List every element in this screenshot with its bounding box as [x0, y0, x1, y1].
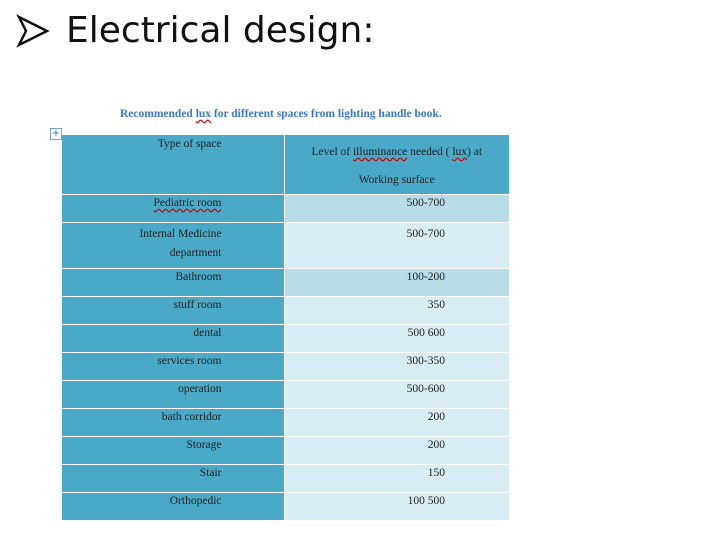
- table-row: [62, 297, 509, 325]
- space-name: services room: [62, 353, 284, 381]
- table-header-row: [62, 135, 509, 195]
- table-move-handle-icon[interactable]: +: [51, 128, 61, 139]
- space-name: Pediatric room: [153, 197, 222, 209]
- header-illuminance-level: Level of illuminance needed ( lux) at Working surface: [284, 135, 509, 195]
- space-name: Orthopedic: [62, 493, 284, 521]
- lux-value: 100 500: [284, 493, 509, 521]
- space-name: Stair: [62, 465, 284, 493]
- space-name: Storage: [62, 437, 284, 465]
- lux-value: 350: [284, 297, 509, 325]
- table-row: [62, 353, 509, 381]
- table-caption: Recommended lux for different spaces from lighting handle book.: [120, 108, 442, 120]
- space-name: bath corridor: [62, 409, 284, 437]
- table-row: [62, 493, 509, 521]
- table-row: [62, 195, 509, 223]
- space-name: operation: [62, 381, 284, 409]
- space-name: Internal Medicine department: [62, 223, 284, 269]
- lux-value: 100-200: [284, 269, 509, 297]
- table-row: [62, 409, 509, 437]
- lux-value: 500 600: [284, 325, 509, 353]
- table-row: [62, 223, 509, 269]
- arrow-bullet-icon: [16, 14, 50, 48]
- space-name: dental: [62, 325, 284, 353]
- table-row: [62, 381, 509, 409]
- lux-value: 500-700: [284, 195, 509, 223]
- lux-value: 150: [284, 465, 509, 493]
- lux-value: 500-700: [284, 223, 509, 269]
- header-type-of-space: Type of space: [62, 135, 284, 195]
- lux-value: 200: [284, 437, 509, 465]
- lux-value: 500-600: [284, 381, 509, 409]
- table-row: [62, 465, 509, 493]
- slide-title: [16, 10, 374, 51]
- lux-value: 300-350: [284, 353, 509, 381]
- table-row: [62, 269, 509, 297]
- lux-value: 200: [284, 409, 509, 437]
- space-name: stuff room: [62, 297, 284, 325]
- table-row: [62, 325, 509, 353]
- illuminance-table: [62, 135, 509, 521]
- slide-title-text: Electrical design:: [66, 10, 375, 51]
- table-row: [62, 437, 509, 465]
- space-name: Bathroom: [62, 269, 284, 297]
